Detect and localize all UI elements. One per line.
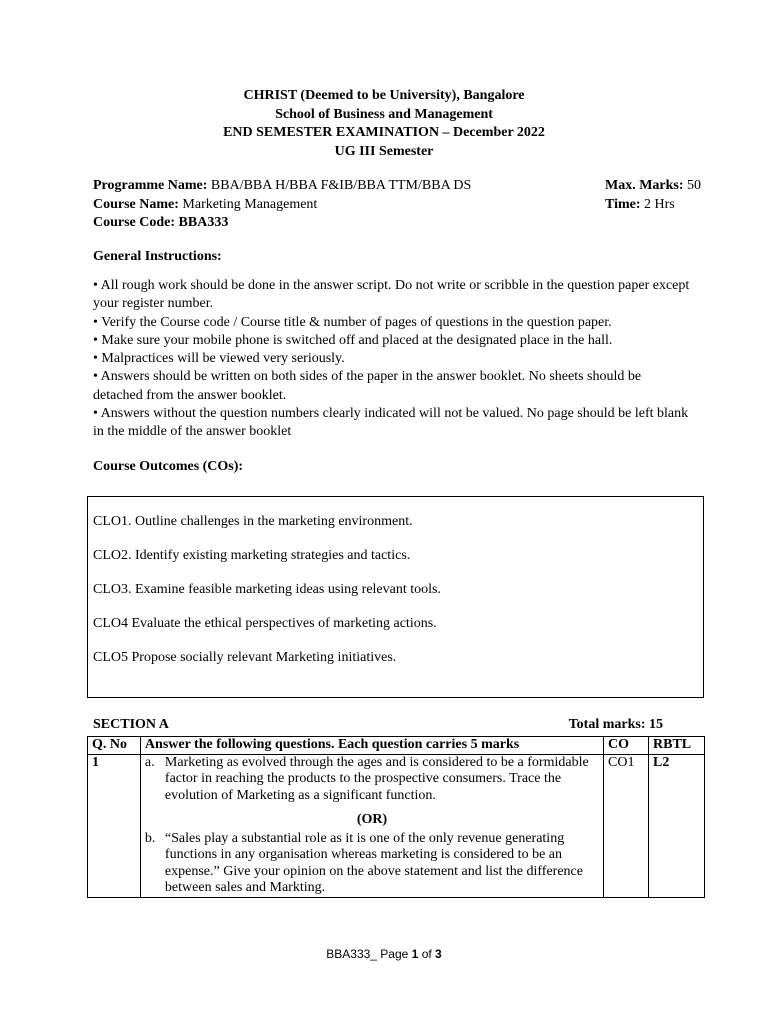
co-header: CO xyxy=(604,737,649,755)
exam-title: END SEMESTER EXAMINATION – December 2022 xyxy=(223,125,545,140)
course-outcome-item: CLO2. Identify existing marketing strategies and tactics. xyxy=(93,548,411,563)
max-marks: Max. Marks: 50 xyxy=(605,178,702,193)
question-part-a: a. Marketing as evolved through the ages and is considered to be a formidable factor in reaching the products to the prospective consumers. Trace the evolution of Marketing as a significant function. xyxy=(144,754,589,803)
instruction-item: • Malpractices will be viewed very seriously. xyxy=(93,351,345,367)
instruction-item: • All rough work should be done in the answer script. Do not write or scribble in the question paper except your register number. xyxy=(93,278,690,312)
exam-header xyxy=(0,87,768,161)
page-footer: BBA333_ Page 1 of 3 xyxy=(326,947,442,961)
question-number: 1 xyxy=(88,754,141,897)
instruction-item: • Answers should be written on both sides of the paper in the answer booklet. No sheets should be detached from the answer booklet. xyxy=(93,369,642,403)
general-instructions xyxy=(93,277,693,442)
instruction-item: • Verify the Course code / Course title & number of pages of questions in the question paper. xyxy=(93,314,612,330)
general-instructions-title: General Instructions: xyxy=(93,249,222,264)
instruction-item: • Make sure your mobile phone is switched off and placed at the designated place in the hall. xyxy=(93,332,613,348)
question-cell xyxy=(140,754,603,897)
qno-header: Q. No xyxy=(88,737,141,755)
total-pages: 3 xyxy=(435,947,442,961)
page-number: 1 xyxy=(411,947,419,961)
section-title: SECTION A xyxy=(93,717,169,732)
semester: UG III Semester xyxy=(334,143,434,159)
university-name: CHRIST (Deemed to be University), Bangalore xyxy=(243,88,525,103)
question-part-b: b. “Sales play a substantial role as it is one of the only revenue generating functions in any organisation whereas marketing is considered to be an expense.” Give your opinion on the above statement and list the difference between sales and Markting. xyxy=(144,830,583,895)
course-outcome-item: CLO5 Propose socially relevant Marketing initiatives. xyxy=(93,650,397,665)
exam-info xyxy=(93,177,713,233)
questions-table xyxy=(87,736,705,898)
section-a-heading xyxy=(93,717,663,733)
table-header-row xyxy=(88,737,705,755)
instruction-item: • Answers without the question numbers clearly indicated will not be valued. No page should be left blank in the middle of the answer booklet xyxy=(93,406,689,440)
rbtl-header: RBTL xyxy=(649,737,705,755)
course-name: Course Name: Marketing Management xyxy=(93,196,318,212)
rbtl-value: L2 xyxy=(649,754,705,897)
course-outcomes-title: Course Outcomes (COs): xyxy=(93,459,244,474)
programme-name: Programme Name: BBA/BBA H/BBA F&IB/BBA TTM/BBA DS xyxy=(93,178,472,193)
school-name: School of Business and Management xyxy=(275,106,493,122)
course-outcome-item: CLO1. Outline challenges in the marketing environment. xyxy=(93,514,413,529)
table-row xyxy=(88,754,705,897)
course-outcomes-box xyxy=(87,496,704,698)
time: Time: 2 Hrs xyxy=(605,196,675,212)
course-code: Course Code: BBA333 xyxy=(93,215,229,230)
course-outcome-item: CLO4 Evaluate the ethical perspectives of marketing actions. xyxy=(93,616,437,631)
section-total-marks: Total marks: 15 xyxy=(568,717,663,732)
course-outcome-item: CLO3. Examine feasible marketing ideas using relevant tools. xyxy=(93,582,441,597)
or-separator: (OR) xyxy=(356,812,388,827)
co-value: CO1 xyxy=(604,754,649,897)
question-header: Answer the following questions. Each question carries 5 marks xyxy=(140,737,603,755)
